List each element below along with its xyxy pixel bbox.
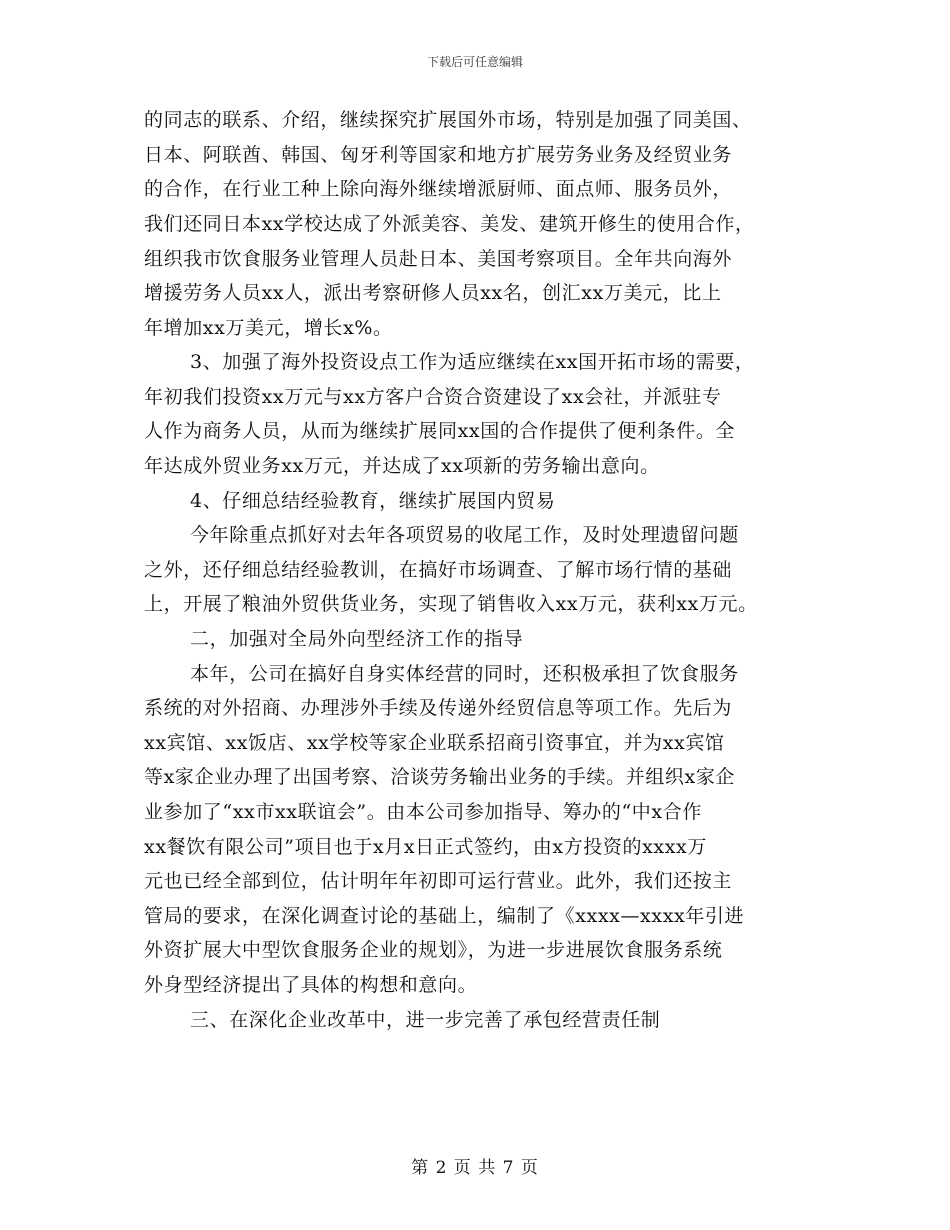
paragraph-line: 的合作，在行业工种上除向海外继续增派厨师、面点师、服务员外， — [144, 178, 733, 200]
paragraph-line: 组织我市饮食服务业管理人员赴日本、美国考察项目。全年共向海外 — [144, 248, 733, 270]
paragraph-line: 年达成外贸业务xx万元，并达成了xx项新的劳务输出意向。 — [144, 455, 660, 477]
paragraph-line: 上，开展了粮油外贸供货业务，实现了销售收入xx万元，获利xx万元。 — [144, 593, 758, 615]
paragraph-line: 人作为商务人员，从而为继续扩展同xx国的合作提供了便利条件。全 — [144, 420, 736, 442]
paragraph-line: 系统的对外招商、办理涉外手续及传递外经贸信息等项工作。先后为 — [144, 697, 733, 719]
paragraph-line: 外身型经济提出了具体的构想和意向。 — [144, 974, 478, 996]
section-heading-4: 4、仔细总结经验教育，继续扩展国内贸易 — [190, 490, 556, 512]
page-header: 下载后可任意编辑 — [426, 55, 523, 69]
page-number-footer: 第 2 页 共 7 页 — [411, 1158, 539, 1178]
paragraph-line: 年初我们投资xx万元与xx方客户合资合资建设了xx会社，并派驻专 — [144, 386, 722, 408]
paragraph-line: 外资扩展大中型饮食服务企业的规划》，为进一步进展饮食服务系统 — [144, 939, 723, 961]
paragraph-line: 元也已经全部到位，估计明年年初即可运行营业。此外，我们还按主 — [144, 870, 733, 892]
paragraph-line: 业参加了“xx市xx联谊会”。由本公司参加指导、筹办的“中x合作 — [144, 801, 702, 823]
paragraph-line: 日本、阿联酋、韩国、匈牙利等国家和地方扩展劳务业务及经贸业务 — [144, 144, 733, 166]
paragraph-line: 年增加xx万美元，增长x%。 — [144, 317, 393, 339]
paragraph-line: 等x家企业办理了出国考察、洽谈劳务输出业务的手续。并组织x家企 — [144, 766, 736, 788]
paragraph-line: 今年除重点抓好对去年各项贸易的收尾工作，及时处理遗留问题 — [190, 524, 739, 546]
paragraph-line: 我们还同日本xx学校达成了外派美容、美发、建筑开修生的使用合作， — [144, 213, 755, 235]
section-heading-three: 三、在深化企业改革中，进一步完善了承包经营责任制 — [190, 1009, 661, 1031]
paragraph-line: 增援劳务人员xx人，派出考察研修人员xx名，创汇xx万美元，比上 — [144, 282, 722, 304]
section-heading-3: 3、加强了海外投资设点工作为适应继续在xx国开拓市场的需要， — [190, 351, 755, 373]
paragraph-line: 管局的要求，在深化调查讨论的基础上，编制了《xxxx—xxxx年引进 — [144, 905, 745, 927]
paragraph-line: xx餐饮有限公司”项目也于x月x日正式签约，由x方投资的xxxx万 — [144, 836, 707, 858]
paragraph-line: 本年，公司在搞好自身实体经营的同时，还积极承担了饮食服务 — [190, 663, 739, 685]
paragraph-line: 之外，还仔细总结经验教训，在搞好市场调查、了解市场行情的基础 — [144, 559, 733, 581]
paragraph-line: xx宾馆、xx饭店、xx学校等家企业联系招商引资事宜，并为xx宾馆 — [144, 732, 725, 754]
paragraph-line: 的同志的联系、介绍，继续探究扩展国外市场，特别是加强了同美国、 — [144, 109, 752, 131]
section-heading-two: 二，加强对全局外向型经济工作的指导 — [190, 628, 524, 650]
